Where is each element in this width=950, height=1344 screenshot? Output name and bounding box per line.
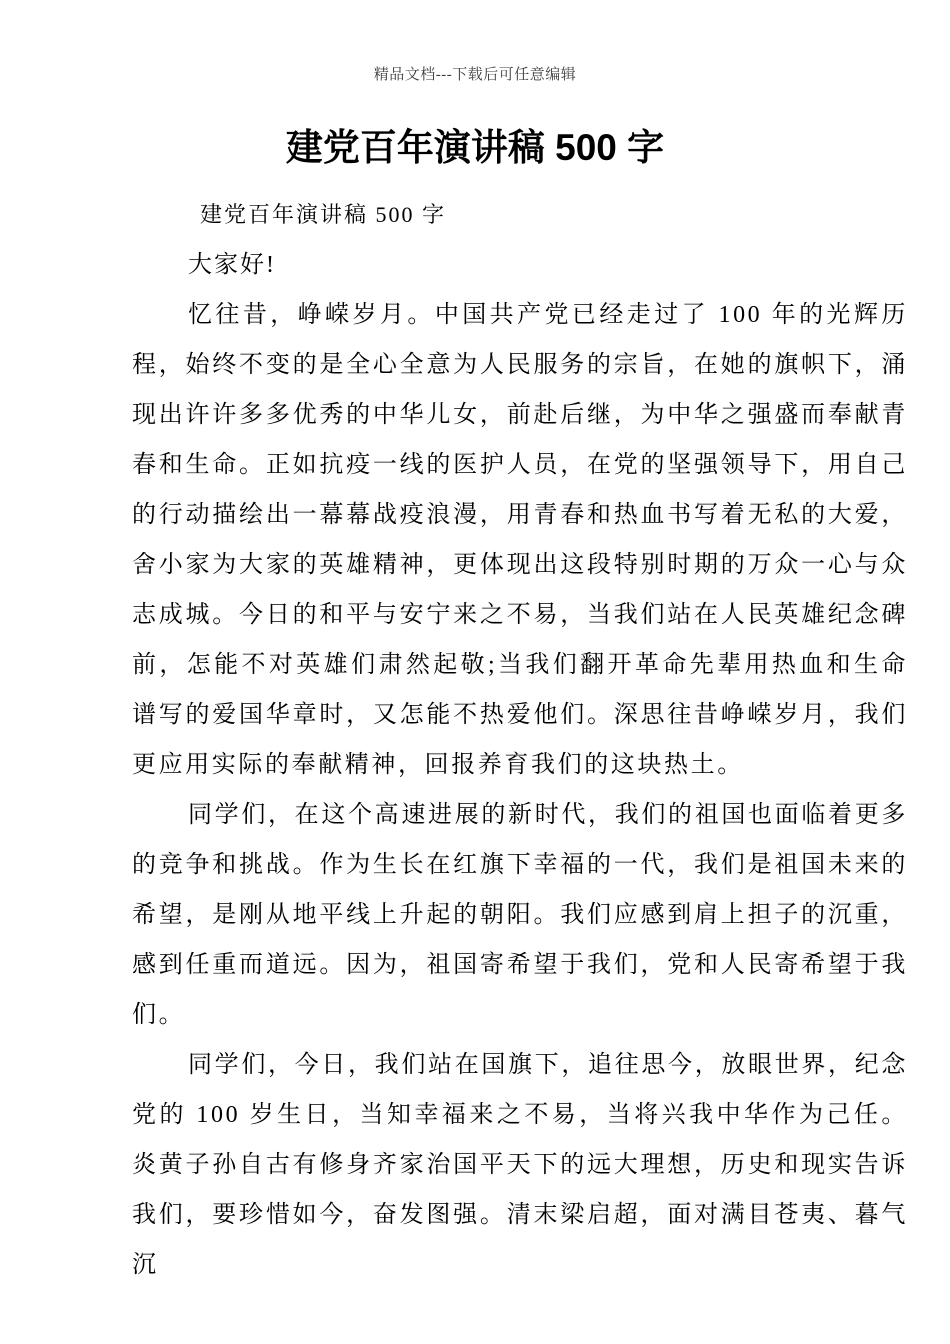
paragraph-3: 同学们，今日，我们站在国旗下，追往思今，放眼世界，纪念党的 100 岁生日，当知幸福来之不易，当将兴我中华作为己任。炎黄子孙自古有修身齐家治国平天下的远大理想，历史和现实告诉我们，要珍惜如今，奋发图强。清末梁启超，面对满目苍夷、暮气沉 xyxy=(132,1052,908,1278)
paragraph-1: 忆往昔，峥嵘岁月。中国共产党已经走过了 100 年的光辉历程，始终不变的是全心全意为人民服务的宗旨，在她的旗帜下，涌现出许许多多优秀的中华儿女，前赴后继，为中华之强盛而奉献青春和生命。正如抗疫一线的医护人员，在党的坚强领导下，用自己的行动描绘出一幕幕战疫浪漫，用青春和热血书写着无私的大爱，舍小家为大家的英雄精神，更体现出这段特别时期的万众一心与众志成城。今日的和平与安宁来之不易，当我们站在人民英雄纪念碑前，怎能不对英雄们肃然起敬;当我们翻开革命先辈用热血和生命谱写的爱国华章时，又怎能不热爱他们。深思往昔峥嵘岁月，我们更应用实际的奉献精神，回报养育我们的这块热土。 xyxy=(132,302,908,778)
document-body xyxy=(132,190,908,1290)
subtitle-line: 建党百年演讲稿 500 字 xyxy=(200,202,447,227)
document-title: 建党百年演讲稿 500 字 xyxy=(285,127,665,168)
watermark-text: 精品文档---下载后可任意编辑 xyxy=(373,67,577,83)
greeting-line: 大家好! xyxy=(188,252,276,278)
paragraph-2: 同学们，在这个高速进展的新时代，我们的祖国也面临着更多的竞争和挑战。作为生长在红旗下幸福的一代，我们是祖国未来的希望，是刚从地平线上升起的朝阳。我们应感到肩上担子的沉重，感到任重而道远。因为，祖国寄希望于我们，党和人民寄希望于我们。 xyxy=(132,802,908,1028)
